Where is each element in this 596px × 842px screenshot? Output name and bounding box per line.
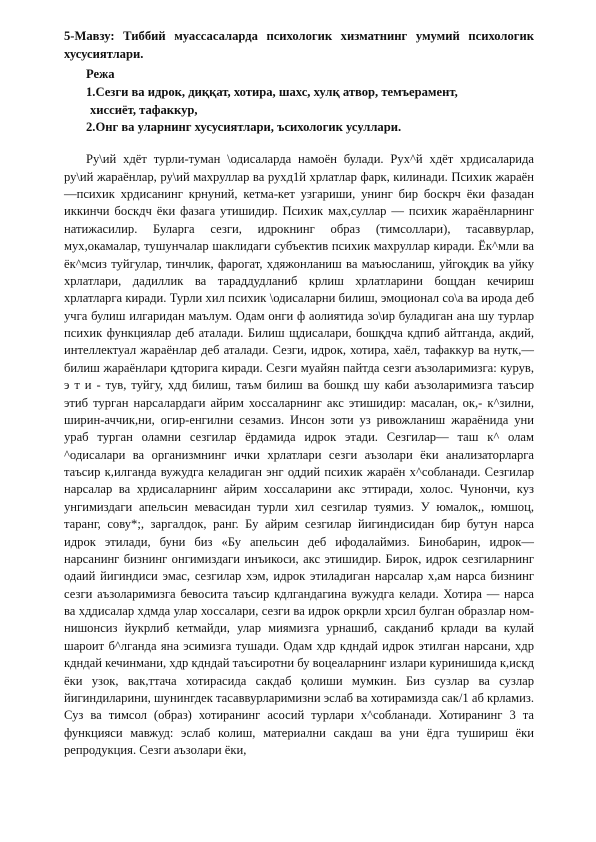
plan-heading: Режа	[86, 66, 115, 81]
topic-title: 5-Мавзу: Тиббий муассасаларда психологик хизматнинг умумий психологик хусусиятлари.	[64, 29, 534, 61]
plan-item-2: 2.Онг ва уларнинг хусусиятлари, ъсихологик усуллари.	[86, 120, 402, 135]
document-page	[64, 28, 534, 772]
body-paragraph: Ру\ий хдёт турли-туман \одисаларда намоён булади. Рух^й хдёт хрдисаларида ру\ий жараёнлар, ру\ий махруллар ва рухд1й хрлатлар фарк, килинади. Психик жараён—психик хрдисанинг крнуний, кетма-кет узгариши, унинг бир боскрч ёки фазадан иккинчи боскдч ёки фазага утишидир. Психик мах,суллар — психик жараёнларнинг натижасилир. Буларга сезги, идрокнинг образ (тимсоллари), тасаввурлар, мух,окамалар, тушунчалар шаклидаги субъектив психик махруллар киради. Ёк^мли ва ёк^мсиз туйгулар, тинчлик, фарогат, хдяжонланиш ва маъюсланиш, уйгоқдик ва уйку хрлатлари, дадиллик ва тараддудланиб крлиш хрлатларини бощдан кечириш хрлатларга киради. Турли хил психик \одисаларни билиш, эмоционал со\а ва ирода деб учга булиш илгаридан маълум. Одам онги ф аолиятида зо\ир буладиган ана шу турлар психик функциялар деб аталади. Билиш щдисалари, бошқдча кдпиб айтганда, акдий, интеллектуал жараёнлар деб аталади. Сезги, идрок, хотира, хаёл, тафаккур ва нутк,—билиш жараёнлари қдторига киради. Сезги муайян пайтда сезги аъзоларимизга: курув, э т и - тув, туйгу, хдд билиш, таъм билиш ва бошкд шу каби аъзоларимизга таъсир этиб турган нарсалардаги айрим хоссаларнинг акс этишидир: масалан, ок,- к^зилни, ширин-аччик,ни, огир-енгилни сезамиз. Инсон зоти уз ривожланиш жараёнида уни ураб турган оламни сезгилар ёрдамида идрок этади. Сезгилар— таш к^ олам ^одисалари ва организмнинг ички хрлатлари сезги аъзолари ёки анализаторларга таъсир к,илганда вужудга келадиган энг оддий психик жараён х^собланади. Сезгилар нарсалар ва хрдисаларнинг айрим хоссаларини акс эттиради, холос. Чунончи, куз унгимиздаги апельсин мевасидан турли хил сезгилар туямиз. У юмалок,, юмшоц, таранг, сову*;, заргалдок, ранг. Бу айрим сезгилар йигиндисидан бир бутун нарса идрок этилади, буни биз «Бу апельсин деб ифодалаймиз. Бинобарин, идрок— нарсанинг бизнинг онгимиздаги инъикоси, акс этишидир. Бирок, идрок сезгиларнинг одаий йигиндиси эмас, сезгилар хэм, идрок этиладиган нарсалар х,ам нарса бизнинг сезги аъзоларимизга бевосита таъсир кдлгандагина вужудга келади. Хотира — нарса ва хддисалар хдмда улар хоссалари, сезги ва идрок оркрли хрсил булган образлар ном-нишонсиз йукрлиб кетмайди, улар миямизга урнашиб, сакданиб крлади ва кулай шароит б^лганда яна эсимизга тушади. Одам хдр кдндай идрок этилган нарсани, хдр кдндай кечинмани, хдр кдндай таъсиротни бу воцеаларнинг излари куринишида к,искд ёки узок, вак,ттача хотирасида сакдаб қолиши мумкин. Биз сузлар ва сузлар йигиндиларини, шунингдек тасаввурларимизни эслаб ва хотирамизда сак/1 аб крламиз. Суз ва тимсол (образ) хотиранинг асосий турлари х^собланади. Хотиранинг 3 та функцияси мавжуд: эслаб колиш, материални сакдаш ва уни ёдга тушириш ёки репродукция. Сезги аъзолари ёки,	[64, 152, 534, 757]
plan-item-1-continued: хиссиёт, тафаккур,	[90, 102, 198, 117]
plan-item-1: 1.Сезги ва идрок, диққат, хотира, шахс, хулқ атвор, темъерамент,	[86, 84, 458, 99]
